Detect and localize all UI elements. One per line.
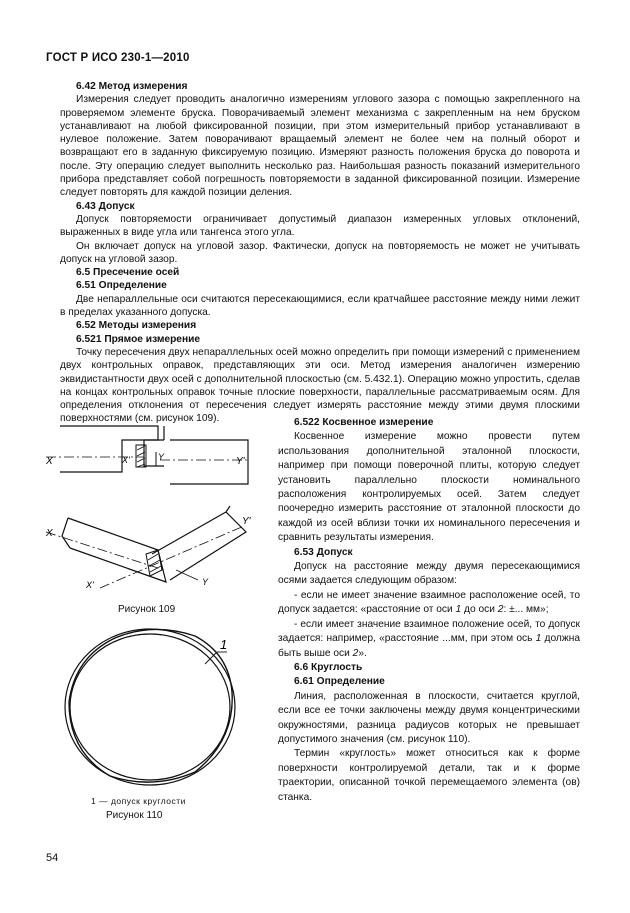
- figure-110-legend: 1 — допуск круглости: [91, 796, 186, 806]
- fig110-inner-circle: [70, 634, 230, 780]
- page-number: 54: [46, 852, 59, 864]
- top-text-block: [60, 80, 580, 426]
- fig109-label-y1: Y': [236, 456, 245, 467]
- bullet-axes-relative: - если имеет значение взаимное положение осей, то допуск задается: например, «расстояние ...мм, при этом ось 1 должна быть выше оси 2».: [278, 618, 580, 659]
- heading-6-6: 6.6 Круглость: [294, 661, 363, 673]
- heading-6-61: 6.61 Определение: [294, 676, 385, 688]
- bullet-axes-arbitrary: - если не имеет значение взаимное расположение осей, то допуск задается: «расстояние от оси 1 до оси 2: ±... мм»;: [278, 589, 580, 616]
- figure-109-diagram: [40, 420, 280, 595]
- fig109-left-prism: [68, 518, 166, 582]
- paragraph-6-522: Косвенное измерение можно провести путем использования дополнительной эталонной плоскости, например при помощи поверочной плиты, которую следует установить параллельно плоскости номинального расположения контролируемых осей. Затем следует поочередно измерить расстояние от эталонной плоскости до каждой из осей вблизи точки их номинального пересечения и сравнить результаты измерения.: [278, 431, 580, 544]
- standard-header: ГОСТ Р ИСО 230-1—2010: [46, 52, 190, 64]
- paragraph-6-61: Линия, расположенная в плоскости, считается круглой, если все ее точки заключены между двумя концентрическими окружностями, разница радиусов которых не превышает допустимого значения (см. рисунок 110).: [278, 690, 580, 745]
- svg-text:Y: Y: [202, 577, 209, 587]
- svg-text:X': X': [86, 580, 94, 590]
- paragraph-6-43-b: Он включает допуск на угловой зазор. Фактически, допуск на повторяемость не может не учитывать допуск на угловой зазор.: [60, 240, 580, 265]
- fig109-label-x1: X': [122, 455, 130, 465]
- heading-6-51: 6.51 Определение: [76, 280, 167, 292]
- svg-text:X: X: [46, 528, 53, 539]
- heading-6-5: 6.5 Пресечение осей: [76, 267, 180, 279]
- figure-110-caption: Рисунок 110: [106, 810, 163, 821]
- heading-6-52: 6.52 Методы измерения: [76, 320, 197, 332]
- fig109-label-x: X: [46, 456, 53, 467]
- heading-6-43: 6.43 Допуск: [76, 200, 135, 212]
- right-text-block: [278, 416, 580, 805]
- heading-6-522: 6.522 Косвенное измерение: [294, 417, 434, 428]
- fig109-label-y: Y: [158, 452, 165, 462]
- paragraph-6-43-a: Допуск повторяемости ограничивает допустимый диапазон измеренных угловых отклонений, выраженных в виде угла или тангенса этого угла.: [60, 213, 580, 239]
- paragraph-6-61-b: Термин «круглость» может относиться как к форме поверхности контролируемой детали, так и к форме траектории, описанной точкой перемещаемого элемента (ов) станка.: [278, 748, 580, 803]
- figure-109-caption: Рисунок 109: [118, 604, 176, 615]
- paragraph-6-521: Точку пересечения двух непараллельных осей можно определить при помощи измерений с применением двух контрольных оправок, представляющих эти оси. Метод измерения аналогичен измерению эквидистантности двух осей с дополнительной плоскостью (см. 5.432.1). Операцию можно упростить, сделав на концах контрольных оправок точные плоские поверхности, параллельные рассматриваемым осям. Для определения отклонения от пересечения следует измерять расстояние между этими двумя плоскими поверхностями (см. рисунок 109).: [60, 346, 581, 425]
- heading-6-42: 6.42 Метод измерения: [76, 81, 188, 92]
- svg-text:Y': Y': [242, 516, 251, 527]
- fig110-callout-1: 1: [220, 637, 228, 652]
- heading-6-521: 6.521 Прямое измерение: [76, 333, 201, 345]
- fig109-left-bar: [60, 426, 158, 472]
- paragraph-6-53: Допуск на расстояние между двумя пересекающимися осями задается следующим образом:: [278, 561, 580, 587]
- fig109-right-prism: [152, 512, 246, 580]
- heading-6-53: 6.53 Допуск: [294, 546, 353, 558]
- paragraph-6-42: Измерения следует проводить аналогично измерениям углового зазора с помощью закрепленного на проверяемом элементе бруска. Поворачиваемый элемент механизма с закрепленным на нем бруском устанавливают на любой фиксированной позиции, при этом измерительный прибор устанавливают в нулевое положение. Затем поворачивают вращаемый элемент не более чем на полный оборот и возвращают его в заданную фиксируемую позицию. Измеряют разность положения бруска до поворота и после. Эту операцию следует выполнить несколько раз. Наибольшая разность показаний измерительного прибора представляет собой погрешность повторяемости в заданной фиксированной позиции. Измерение следует повторять для каждой позиции деления.: [60, 94, 580, 199]
- paragraph-6-51: Две непараллельные оси считаются пересекающимися, если кратчайшее расстояние между ними лежит в пределах указанного допуска.: [60, 293, 580, 319]
- figure-110-diagram: [55, 622, 255, 792]
